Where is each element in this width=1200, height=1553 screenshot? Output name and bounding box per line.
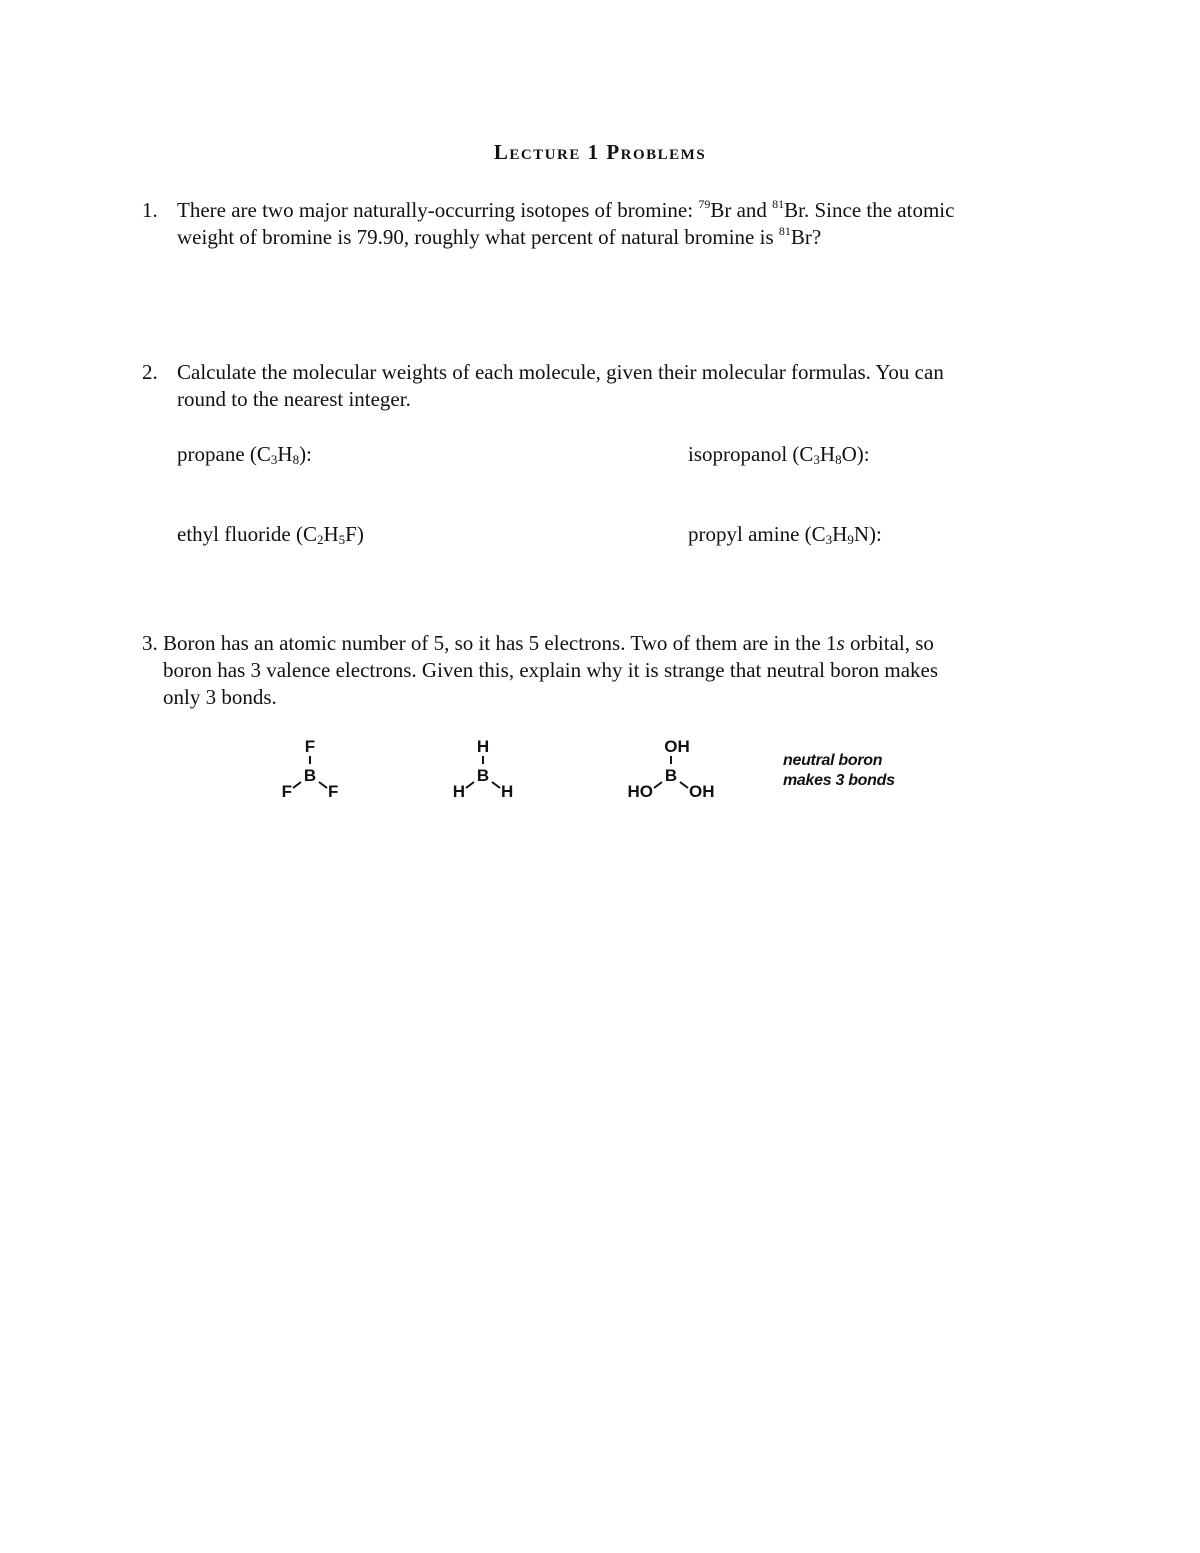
- q3-text-part: orbital, so: [844, 631, 934, 655]
- q1-text: [177, 197, 1077, 251]
- subscript: 9: [847, 532, 854, 547]
- subscript: 2: [316, 532, 324, 547]
- formula-text: isopropanol (C: [688, 442, 814, 466]
- atom-center: B: [303, 766, 317, 785]
- subscript: 5: [338, 532, 346, 547]
- q1-text-part: There are two major naturally-occurring isotopes of bromine:: [177, 198, 699, 222]
- boron-note: [783, 751, 895, 791]
- q3-text-part: 3. Boron has an atomic number of 5, so it has 5 electrons. Two of them are in the 1: [142, 631, 837, 655]
- subscript: 3: [825, 532, 833, 547]
- formula-text: H: [277, 442, 293, 466]
- molecule-bh3: [413, 735, 553, 805]
- q2-number: 2.: [142, 360, 158, 384]
- q1-text-part: Br and: [710, 198, 773, 222]
- q1-line-2: [177, 224, 1077, 251]
- q1-number: 1.: [142, 198, 158, 222]
- q2-text: [177, 359, 1077, 413]
- molecule-bf3: [240, 735, 380, 805]
- atom-top: F: [304, 737, 316, 756]
- atom-right: OH: [689, 782, 715, 801]
- subscript: 8: [292, 452, 300, 467]
- molecule-boric-acid-drawing: [601, 735, 741, 805]
- molecule-boric-acid: [601, 735, 741, 805]
- formula-text: N):: [853, 522, 882, 546]
- formula-text: O):: [841, 442, 870, 466]
- formula-text: F): [345, 522, 364, 546]
- atom-left: F: [281, 782, 292, 801]
- formula-text: H: [323, 522, 339, 546]
- atom-top: H: [476, 737, 490, 756]
- formula-propyl-amine: [688, 521, 882, 548]
- q3-line-1: [142, 630, 1062, 657]
- molecule-bh3-drawing: [413, 735, 553, 805]
- q3-line-3: only 3 bonds.: [163, 685, 277, 709]
- subscript: 3: [813, 452, 820, 467]
- formula-text: propyl amine (C: [688, 522, 826, 546]
- bond-right: [492, 782, 500, 788]
- q1-line-1: [177, 197, 1077, 224]
- formula-isopropanol: [688, 441, 870, 468]
- bond-left: [654, 782, 662, 788]
- atom-top: OH: [664, 737, 690, 756]
- formula-text: H: [819, 442, 836, 466]
- molecule-bf3-drawing: [240, 735, 380, 805]
- q3-text: [142, 630, 1062, 711]
- bond-left: [293, 782, 301, 788]
- formula-propane: [177, 441, 312, 468]
- bond-left: [466, 782, 474, 788]
- note-line-2: makes 3 bonds: [783, 772, 895, 789]
- atom-center: B: [664, 766, 678, 785]
- formula-text: propane (C: [177, 442, 271, 466]
- formula-text: ethyl fluoride (C: [177, 522, 317, 546]
- bond-right: [319, 782, 327, 788]
- q3-line-2: boron has 3 valence electrons. Given this, explain why it is strange that neutral boron makes: [163, 658, 939, 682]
- isotope-mass-81: 81: [778, 224, 791, 238]
- q2-line-1: Calculate the molecular weights of each molecule, given their molecular formulas. You can: [177, 360, 944, 384]
- isotope-mass-81: 81: [772, 197, 785, 211]
- q1-text-part: Br. Since the atomic: [784, 198, 955, 222]
- atom-left: H: [452, 782, 465, 801]
- atom-right: F: [328, 782, 339, 801]
- q1-text-part: weight of bromine is 79.90, roughly what percent of natural bromine is: [177, 225, 779, 249]
- q3-text-italic: s: [836, 631, 845, 655]
- formula-text: ):: [299, 442, 312, 466]
- page-title: Lecture 1 Problems: [493, 140, 707, 164]
- atom-left: HO: [627, 782, 653, 801]
- subscript: 3: [270, 452, 278, 467]
- bond-right: [680, 782, 688, 788]
- atom-right: H: [501, 782, 514, 801]
- isotope-mass-79: 79: [698, 197, 711, 211]
- q2-line-2: round to the nearest integer.: [177, 387, 411, 411]
- subscript: 8: [835, 452, 842, 467]
- note-line-1: neutral boron: [783, 752, 883, 769]
- formula-ethyl-fluoride: [177, 521, 364, 548]
- q1-text-part: Br?: [790, 225, 822, 249]
- formula-text: H: [832, 522, 848, 546]
- atom-center: B: [476, 766, 490, 785]
